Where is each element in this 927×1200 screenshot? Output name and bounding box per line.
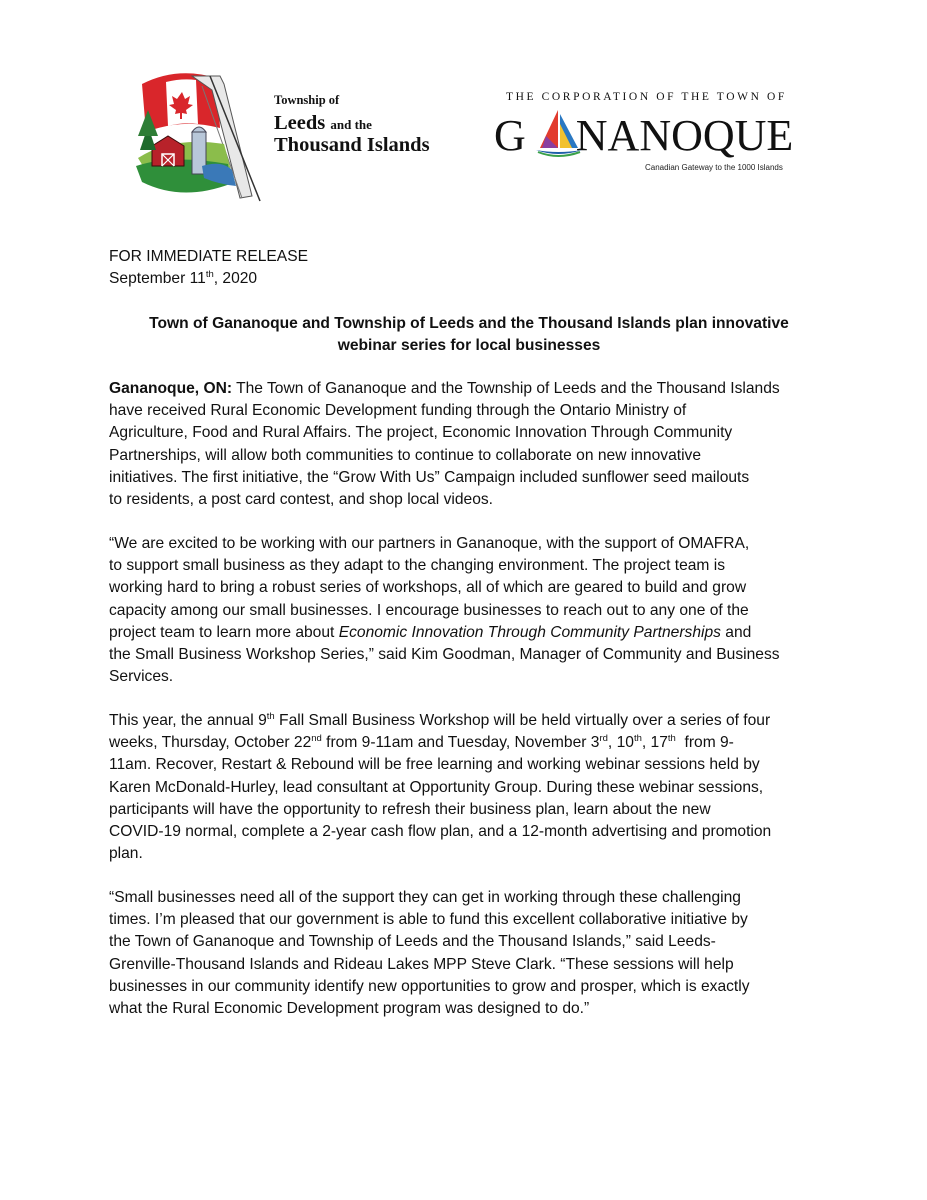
gananoque-logo — [494, 88, 804, 178]
release-date-sup: th — [205, 269, 214, 281]
ordinal-sup: rd — [599, 733, 608, 745]
paragraph-line: Karen McDonald-Hurley, lead consultant at Opportunity Group. During these webinar sessions, — [109, 778, 764, 796]
paragraph-line: Agriculture, Food and Rural Affairs. The project, Economic Innovation Through Community — [109, 424, 733, 442]
paragraph-line: what the Rural Economic Development program was designed to do.” — [109, 1000, 590, 1018]
leeds-wordmark — [274, 94, 430, 158]
paragraph-line — [109, 378, 829, 400]
ordinal-sup: th — [633, 733, 642, 745]
gananoque-word-start: G — [494, 111, 526, 160]
paragraph-line: COVID-19 normal, complete a 2-year cash flow plan, and a 12-month advertising and promotion — [109, 823, 772, 841]
project-title: Economic Innovation Through Community Partnerships — [338, 623, 721, 641]
paragraph-line: to support small business as they adapt to the changing environment. The project team is — [109, 557, 726, 575]
paragraph-line: Partnerships, will allow both communities to continue to collaborate on new innovative — [109, 446, 702, 464]
release-date-text: September 11 — [109, 270, 206, 288]
line-text: from 9-11am and Tuesday, November 3 — [321, 734, 600, 752]
paragraph-line: working hard to bring a robust series of workshops, all of which are geared to build and grow — [109, 579, 747, 597]
paragraph-line: initiatives. The first initiative, the “Grow With Us” Campaign included sunflower seed mailouts — [109, 468, 750, 486]
leeds-line3: Thousand Islands — [274, 134, 430, 156]
paragraph-line: “Small businesses need all of the support they can get in working through these challenging — [109, 889, 741, 906]
gananoque-tagline: Canadian Gateway to the 1000 Islands — [645, 163, 783, 172]
paragraph-line: to residents, a post card contest, and shop local videos. — [109, 491, 494, 509]
paragraph-line: “We are excited to be working with our partners in Gananoque, with the support of OMAFRA, — [109, 535, 750, 552]
paragraph-line: the Town of Gananoque and Township of Leeds and the Thousand Islands,” said Leeds- — [109, 933, 716, 951]
paragraph-line — [109, 710, 829, 732]
paragraph-line: capacity among our small businesses. I encourage businesses to reach out to any one of the — [109, 601, 749, 619]
gananoque-heading: THE CORPORATION OF THE TOWN OF — [506, 91, 787, 103]
paragraph-line: businesses in our community identify new opportunities to grow and prosper, which is exactly — [109, 977, 750, 995]
release-label: FOR IMMEDIATE RELEASE — [109, 248, 308, 265]
release-header — [109, 246, 829, 290]
ordinal-sup: nd — [311, 733, 322, 745]
ordinal-sup: th — [266, 711, 275, 722]
paragraph-line — [109, 732, 829, 754]
paragraph-3 — [109, 710, 829, 865]
line-text: Fall Small Business Workshop will be held virtually over a series of four — [274, 712, 771, 729]
line-text: , 17 — [641, 734, 668, 752]
line-text: project team to learn more about — [109, 623, 339, 641]
paragraph-line: Grenville-Thousand Islands and Rideau Lakes MPP Steve Clark. “These sessions will help — [109, 955, 734, 973]
leeds-line2-small: and the — [330, 116, 372, 132]
leeds-line1: Township of — [274, 93, 340, 107]
leeds-line2: Leeds — [274, 111, 326, 134]
headline — [109, 313, 829, 357]
line-text: and — [720, 623, 752, 641]
paragraph-line: Services. — [109, 668, 174, 686]
paragraph-1 — [109, 378, 829, 511]
paragraph-line: plan. — [109, 845, 143, 863]
line-text: The Town of Gananoque and the Township of Leeds and the Thousand Islands — [232, 380, 780, 397]
paragraph-line: participants will have the opportunity to refresh their business plan, learn about the new — [109, 800, 711, 818]
paragraph-line: 11am. Recover, Restart & Rebound will be free learning and working webinar sessions held by — [109, 756, 760, 774]
line-text: from 9- — [675, 734, 734, 752]
line-text: weeks, Thursday, October 22 — [109, 734, 312, 752]
dateline: Gananoque, ON: — [109, 380, 233, 397]
line-text: , 10 — [607, 734, 634, 752]
ordinal-sup: th — [667, 733, 676, 745]
paragraph-line: times. I’m pleased that our government is able to fund this excellent collaborative initiative by — [109, 911, 748, 929]
headline-line: Town of Gananoque and Township of Leeds and the Thousand Islands plan innovative — [149, 315, 789, 332]
gananoque-word-end: NANOQUE — [575, 111, 794, 160]
release-date-year: , 2020 — [213, 270, 258, 288]
paragraph-line: the Small Business Workshop Series,” said Kim Goodman, Manager of Community and Business — [109, 646, 780, 664]
release-date — [109, 268, 829, 290]
leeds-logo — [132, 66, 442, 202]
line-text: This year, the annual 9 — [109, 712, 267, 729]
paragraph-line — [109, 622, 829, 644]
paragraph-4 — [109, 887, 829, 1020]
headline-line: webinar series for local businesses — [337, 337, 601, 355]
sailboat-icon — [532, 106, 584, 158]
leeds-emblem-icon — [132, 66, 267, 202]
paragraph-line: have received Rural Economic Development funding through the Ontario Ministry of — [109, 402, 687, 420]
paragraph-2 — [109, 533, 829, 688]
